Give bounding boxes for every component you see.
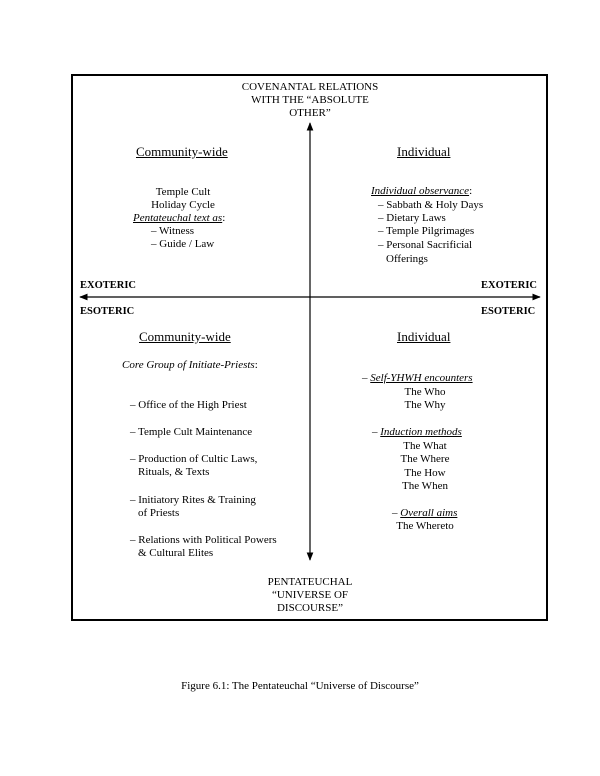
axis-bottom-label-3: DISCOURSE” (276, 602, 343, 614)
ll-item: – Office of the High Priest (130, 399, 247, 411)
ll-item-continuation: Rituals, & Texts (138, 466, 210, 478)
lr-heading: Individual (397, 329, 451, 344)
ll-item-continuation: & Cultural Elites (138, 547, 214, 559)
ul-line-1: Temple Cult (155, 186, 211, 198)
lr-group-label (372, 426, 462, 440)
ll-item-continuation: of Priests (138, 507, 180, 519)
ur-item: – Dietary Laws (378, 212, 446, 224)
ll-subheading-colon: : (254, 359, 258, 371)
lr-group-prefix: – (392, 507, 401, 519)
ur-item-continuation: Offerings (386, 253, 428, 265)
ll-item: – Production of Cultic Laws, (130, 453, 258, 465)
exoteric-left-label: EXOTERIC (80, 280, 137, 291)
lr-item: The Whereto (396, 520, 454, 532)
ur-item: – Temple Pilgrimages (378, 225, 475, 237)
lr-item: The Who (404, 386, 446, 398)
lr-item: The Why (404, 399, 446, 411)
esoteric-right-label: ESOTERIC (481, 306, 536, 317)
ul-subheading-colon: : (222, 212, 226, 224)
ll-heading: Community-wide (139, 329, 231, 344)
lr-group-label (362, 372, 473, 386)
ul-heading: Community-wide (136, 144, 228, 159)
ur-subheading-colon: : (469, 185, 473, 197)
axis-bottom-label-1: PENTATEUCHAL (267, 576, 353, 588)
ll-subheading (122, 359, 258, 373)
lr-item: The Where (400, 453, 450, 465)
ul-item: – Guide / Law (151, 238, 215, 250)
axis-top-label-1: COVENANTAL RELATIONS (241, 81, 379, 93)
ul-subheading-text: Pentateuchal text as (133, 212, 223, 224)
ur-item: – Sabbath & Holy Days (378, 199, 484, 211)
axis-bottom-label-2: “UNIVERSE OF (271, 589, 349, 601)
lr-group-label-text: Self-YHWH encounters (370, 372, 473, 384)
ur-item: – Personal Sacrificial (378, 239, 473, 251)
lr-group-label-text: Overall aims (400, 507, 458, 519)
ul-line-2: Holiday Cycle (151, 199, 215, 211)
ur-subheading (371, 185, 472, 199)
lr-group-prefix: – (362, 372, 371, 384)
lr-group-label (392, 507, 457, 521)
axis-top-label-2: WITH THE “ABSOLUTE (251, 94, 369, 106)
ur-subheading-text: Individual observance (371, 185, 470, 197)
ur-heading: Individual (397, 144, 451, 159)
exoteric-right-label: EXOTERIC (481, 280, 538, 291)
ll-subheading-text: Core Group of Initiate-Priests (122, 359, 255, 371)
ll-item: – Temple Cult Maintenance (130, 426, 253, 438)
figure-caption: Figure 6.1: The Pentateuchal “Universe of Discourse” (181, 680, 419, 692)
ll-item: – Relations with Political Powers (130, 534, 277, 546)
lr-group-prefix: – (372, 426, 381, 438)
lr-item: The What (403, 440, 447, 452)
lr-item: The When (402, 480, 448, 492)
lr-item: The How (404, 467, 446, 479)
esoteric-left-label: ESOTERIC (80, 306, 135, 317)
ul-subheading (133, 212, 225, 226)
lr-group-label-text: Induction methods (380, 426, 462, 438)
axis-top-label-3: OTHER” (289, 107, 331, 119)
ll-item: – Initiatory Rites & Training (130, 494, 256, 506)
ul-item: – Witness (151, 225, 195, 237)
